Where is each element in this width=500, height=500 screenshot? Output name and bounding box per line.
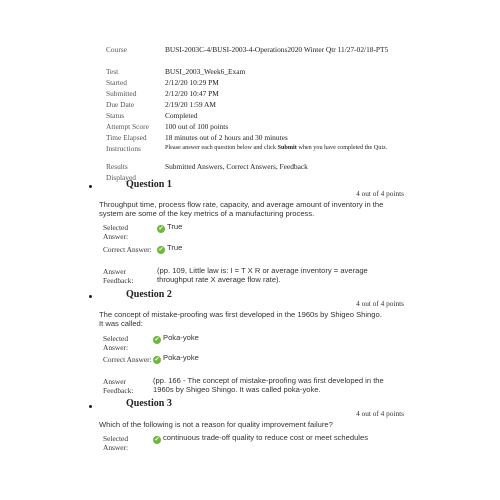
selected-answer: [153, 433, 368, 444]
selected-answer-text: Poka-yoke: [163, 333, 199, 342]
question-text: Throughput time, process flow rate, capacity, and average amount of inventory in the system are some of the key metrics of a manufacturing process.: [99, 200, 384, 218]
question-points: 4 out of 4 points: [356, 299, 404, 308]
selected-answer-text: continuous trade-off quality to reduce cost or meet schedules: [163, 433, 369, 442]
summary-label: Time Elapsed: [106, 133, 147, 142]
summary-value: Submitted Answers, Correct Answers, Feedback: [165, 162, 308, 171]
summary-value: BUSI_2003_Week6_Exam: [165, 67, 246, 76]
summary-row-due-date: [106, 99, 406, 110]
summary-row-submitted: [106, 88, 406, 99]
correct-answer-label: Correct Answer:: [103, 355, 152, 364]
correct-answer: [157, 243, 182, 254]
answer-feedback: (pp. 109, Little law is: I = T X R or average inventory = average throughput rate X average flow rate).: [157, 266, 368, 284]
instructions-bold: Submit: [277, 144, 297, 151]
selected-answer-label: Selected Answer:: [103, 334, 129, 352]
selected-answer-text: True: [167, 222, 183, 231]
bullet: [89, 295, 92, 298]
check-circle-icon: ✔: [154, 436, 160, 443]
summary-label: Status: [106, 111, 125, 120]
check-circle-icon: ✔: [158, 225, 164, 232]
question-text: The concept of mistake-proofing was first developed in the 1960s by Shigeo Shingo. It was called:: [99, 310, 382, 328]
correct-answer-text: Poka-yoke: [163, 353, 199, 362]
bullet: [89, 185, 92, 188]
summary-label: Attempt Score: [106, 122, 149, 131]
summary-value: 2/19/20 1:59 AM: [165, 100, 216, 109]
correct-answer-label: Correct Answer:: [103, 245, 152, 254]
summary-label: Results Displayed: [106, 162, 136, 182]
summary-row-course: [106, 44, 406, 66]
selected-answer: [157, 222, 182, 233]
summary-row-test: [106, 66, 406, 77]
question-points: 4 out of 4 points: [356, 189, 404, 198]
question-title: Question 2: [126, 289, 172, 300]
question-title: Question 3: [126, 398, 172, 409]
summary-label: Started: [106, 78, 127, 87]
summary-row-instructions: [106, 143, 406, 161]
selected-answer: [153, 333, 199, 344]
summary-row-started: [106, 77, 406, 88]
summary-label: Due Date: [106, 100, 135, 109]
check-circle-icon: ✔: [154, 356, 160, 363]
summary-value: [165, 143, 406, 161]
summary-value: 100 out of 100 points: [165, 122, 229, 131]
instructions-text: when you have completed the Quiz.: [296, 144, 388, 151]
summary-value: Completed: [165, 111, 198, 120]
bullet: [89, 405, 92, 408]
summary-value: 2/12/20 10:29 PM: [165, 78, 219, 87]
check-circle-icon: ✔: [158, 246, 164, 253]
answer-feedback: (pp. 166 - The concept of mistake-proofing was first developed in the 1960s by Shigeo Shingo. It was called poka-yoke.: [153, 376, 384, 394]
summary-row-status: [106, 110, 406, 121]
summary-row-time-elapsed: [106, 132, 406, 143]
check-circle-icon: ✔: [154, 336, 160, 343]
selected-answer-label: Selected Answer:: [103, 223, 129, 241]
question-points: 4 out of 4 points: [356, 409, 404, 418]
question-text: Which of the following is not a reason for quality improvement failure?: [99, 420, 333, 429]
summary-label: Instructions: [106, 144, 141, 153]
summary-value: BUSI-2003C-4/BUSI-2003-4-Operations2020 Winter Qtr 11/27-02/18-PT5: [165, 45, 389, 54]
correct-answer: [153, 353, 199, 364]
answer-feedback-label: Answer Feedback:: [103, 267, 134, 285]
summary-value: 18 minutes out of 2 hours and 30 minutes: [165, 133, 288, 142]
selected-answer-label: Selected Answer:: [103, 434, 129, 452]
attempt-summary: [106, 44, 406, 183]
summary-label: Test: [106, 67, 119, 76]
instructions-text: Please answer each question below and click: [165, 144, 278, 151]
summary-label: Submitted: [106, 89, 137, 98]
summary-value: 2/12/20 10:47 PM: [165, 89, 219, 98]
summary-label: Course: [106, 45, 127, 54]
answer-feedback-label: Answer Feedback:: [103, 377, 134, 395]
question-title: Question 1: [126, 179, 172, 190]
correct-answer-text: True: [167, 243, 183, 252]
summary-row-attempt-score: [106, 121, 406, 132]
